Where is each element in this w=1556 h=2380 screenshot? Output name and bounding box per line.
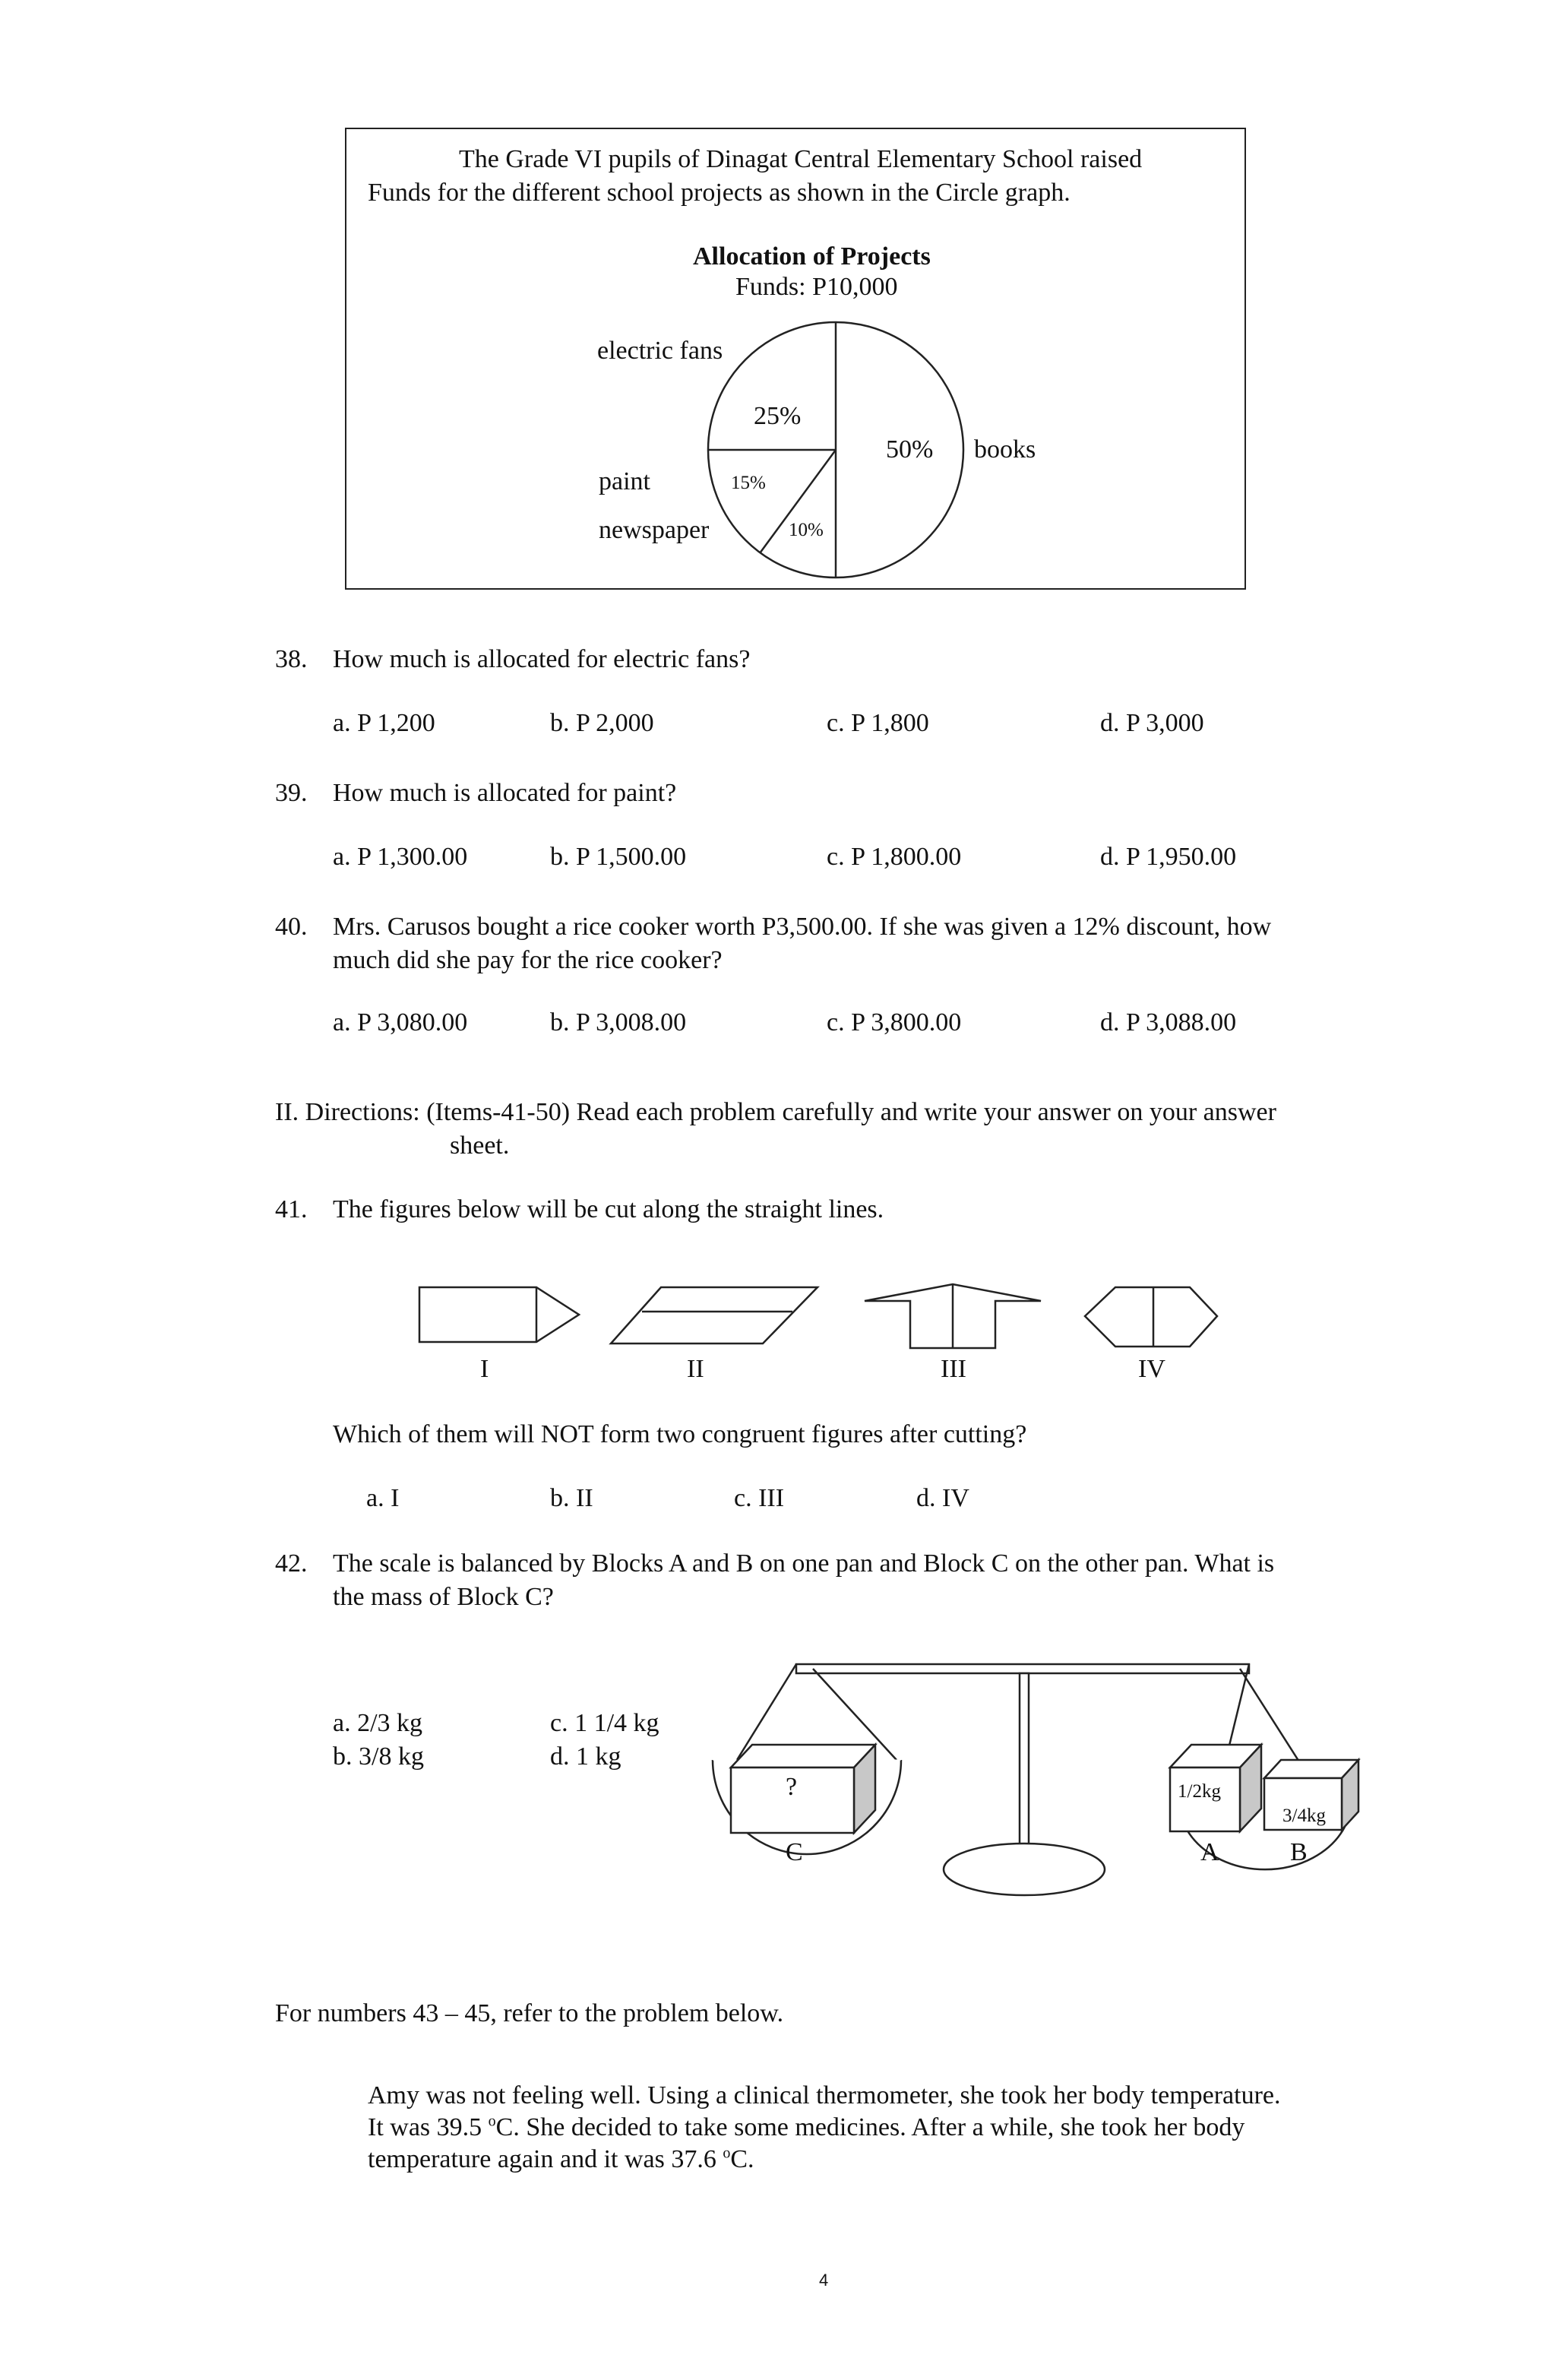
q38-text: How much is allocated for electric fans?	[333, 645, 751, 673]
q41-number: 41.	[275, 1195, 308, 1223]
block-c	[731, 1745, 875, 1833]
q41-choice-c: c. III	[734, 1484, 785, 1512]
q39-choice-c: c. P 1,800.00	[827, 843, 962, 871]
figure-label-ii: II	[687, 1355, 704, 1383]
pie-label-electric-fans: electric fans	[597, 337, 723, 365]
chart-subtitle: Funds: P10,000	[735, 273, 898, 301]
q39-choice-d: d. P 1,950.00	[1100, 843, 1237, 871]
q40-number: 40.	[275, 913, 308, 941]
q38-choice-a: a. P 1,200	[333, 709, 435, 737]
q40-choice-c: c. P 3,800.00	[827, 1008, 962, 1037]
pie-value-electric-fans: 25%	[754, 402, 802, 430]
figure-label-iv: IV	[1138, 1355, 1165, 1383]
figure-label-i: I	[480, 1355, 489, 1383]
q42-choice-d: d. 1 kg	[550, 1742, 621, 1771]
intro-line-1: The Grade VI pupils of Dinagat Central Elementary School raised	[459, 145, 1143, 173]
q38-number: 38.	[275, 645, 308, 673]
pie-value-newspaper: 10%	[789, 520, 824, 540]
q41-question: Which of them will NOT form two congruent figures after cutting?	[333, 1420, 1027, 1448]
q42-text-line-1: The scale is balanced by Blocks A and B on one pan and Block C on the other pan. What is	[333, 1549, 1275, 1578]
block-c-unknown-mark: ?	[786, 1773, 798, 1801]
pie-label-newspaper: newspaper	[599, 516, 710, 544]
q40-text-line-2: much did she pay for the rice cooker?	[333, 946, 723, 974]
q40-choice-d: d. P 3,088.00	[1100, 1008, 1237, 1037]
block-a-label: A	[1200, 1838, 1219, 1866]
problem-line-1: Amy was not feeling well. Using a clinical thermometer, she took her body temperature.	[368, 2081, 1281, 2109]
block-b-label: B	[1290, 1838, 1308, 1866]
q40-text-line-1: Mrs. Carusos bought a rice cooker worth P3,500.00. If she was given a 12% discount, how	[333, 913, 1272, 941]
q41-choice-d: d. IV	[916, 1484, 969, 1512]
q42-choice-c: c. 1 1/4 kg	[550, 1709, 659, 1737]
scale-base	[944, 1844, 1105, 1895]
q40-choice-a: a. P 3,080.00	[333, 1008, 468, 1037]
q42-choice-a: a. 2/3 kg	[333, 1709, 423, 1737]
pie-value-paint: 15%	[731, 473, 766, 493]
page-number: 4	[819, 2271, 829, 2290]
block-a-mass: 1/2kg	[1178, 1781, 1221, 1802]
block-c-label: C	[786, 1838, 803, 1866]
q39-choice-b: b. P 1,500.00	[550, 843, 687, 871]
figure-label-iii: III	[941, 1355, 966, 1383]
q39-text: How much is allocated for paint?	[333, 779, 677, 807]
problem-line-2: It was 39.5 $^o$C. She decided to take some medicines. After a while, she took her body	[368, 2113, 1245, 2141]
q41-text: The figures below will be cut along the straight lines.	[333, 1195, 884, 1223]
section2-directions-line-2: sheet.	[450, 1131, 510, 1160]
q42-choice-b: b. 3/8 kg	[333, 1742, 424, 1771]
q42-text-line-2: the mass of Block C?	[333, 1583, 554, 1611]
problem-line-3: temperature again and it was 37.6 $^o$C.	[368, 2144, 754, 2173]
refer-instruction: For numbers 43 – 45, refer to the problem below.	[275, 1999, 784, 2027]
intro-line-2: Funds for the different school projects as shown in the Circle graph.	[368, 179, 1071, 207]
scale-beam	[796, 1664, 1249, 1673]
q39-number: 39.	[275, 779, 308, 807]
q41-choice-b: b. II	[550, 1484, 593, 1512]
pie-value-books: 50%	[886, 435, 934, 464]
chart-title: Allocation of Projects	[693, 242, 931, 271]
scale-post	[1020, 1673, 1029, 1863]
pie-label-paint: paint	[599, 467, 650, 495]
section2-directions-line-1: II. Directions: (Items-41-50) Read each problem carefully and write your answer on your answer	[275, 1098, 1276, 1126]
q38-choice-d: d. P 3,000	[1100, 709, 1204, 737]
block-b-mass: 3/4kg	[1282, 1806, 1326, 1826]
pie-label-books: books	[974, 435, 1036, 464]
q39-choice-a: a. P 1,300.00	[333, 843, 468, 871]
q42-number: 42.	[275, 1549, 308, 1578]
q38-choice-b: b. P 2,000	[550, 709, 654, 737]
q40-choice-b: b. P 3,008.00	[550, 1008, 687, 1037]
q38-choice-c: c. P 1,800	[827, 709, 929, 737]
q41-choice-a: a. I	[366, 1484, 400, 1512]
